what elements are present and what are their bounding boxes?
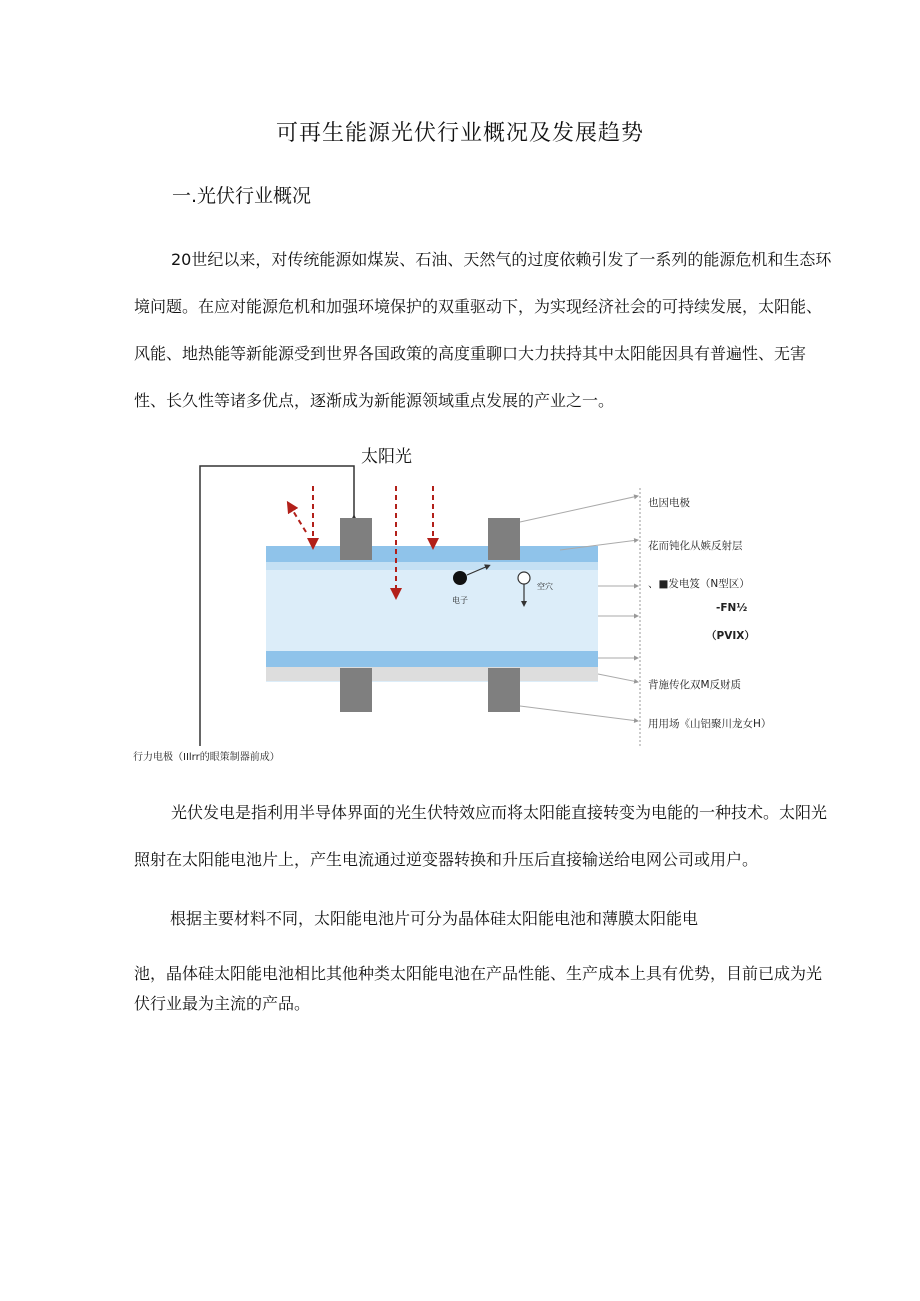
sunlight-label: 太阳光 (361, 447, 412, 467)
electron-dot (453, 571, 467, 585)
top-electrode-right (488, 518, 520, 560)
label-back-field: 用用场《山铝聚川龙女H） (648, 718, 772, 730)
label-back-passivation: 背施传化双M反财质 (648, 679, 742, 691)
paragraph-crystalline: 池，晶体硅太阳能电池相比其他种类太阳能电池在产品性能、生产成本上具有优势，目前已成为光伏行业最为主流的产品。 (134, 964, 823, 1013)
hole-label: 空穴 (537, 582, 553, 591)
top-electrode-left (340, 518, 372, 560)
bottom-electrode-right (488, 668, 520, 712)
paragraph-definition: 光伏发电是指利用半导体界面的光生伏特效应而将太阳能直接转变为电能的一种技术。太阳光照射在太阳能电池片上，产生电流通过逆变器转换和升压后直接输送给电网公司或用户。 (134, 803, 828, 869)
label-n-region: 、■发电笈（N型区） (648, 578, 750, 590)
paragraph-classification: 根据主要材料不同，太阳能电池片可分为晶体硅太阳能电池和薄膜太阳能电 (170, 909, 699, 928)
label-top-electrode: 也因电极 (648, 497, 690, 509)
label-p-region: （PVIX） (706, 630, 755, 642)
label-pn-junction: -FN½ (716, 602, 748, 614)
reflected-light-arrow (290, 506, 306, 532)
electron-label: 电子 (452, 596, 468, 605)
top-antireflection-layer (266, 546, 598, 562)
top-passivation-layer (266, 562, 598, 570)
bottom-electrode-left (340, 668, 372, 712)
document-title: 可再生能源光伏行业概况及发展趋势 (275, 121, 644, 146)
section-heading: 一.光伏行业概况 (172, 185, 312, 207)
figure-caption: 行力电极（IIlrr的眼策制器前成） (133, 752, 280, 763)
paragraph-intro: 20世纪以来，对传统能源如煤炭、石油、天然气的过度依赖引发了一系列的能源危机和生态环境问题。在应对能源危机和加强环境保护的双重驱动下，为实现经济社会的可持续发展，太阳能、风能、地热能等新能源受到世界各国政策的高度重聊口大力扶持其中太阳能因具有普遍性、无害性、长久性等诸多优点，逐渐成为新能源领域重点发展的产业之一。 (134, 250, 832, 410)
bottom-reflective-layer (266, 651, 598, 667)
bottom-metal-layer (266, 667, 598, 681)
label-antireflection-layer: 花而钝化从嫉反射层 (648, 540, 743, 552)
hole-dot (518, 572, 530, 584)
